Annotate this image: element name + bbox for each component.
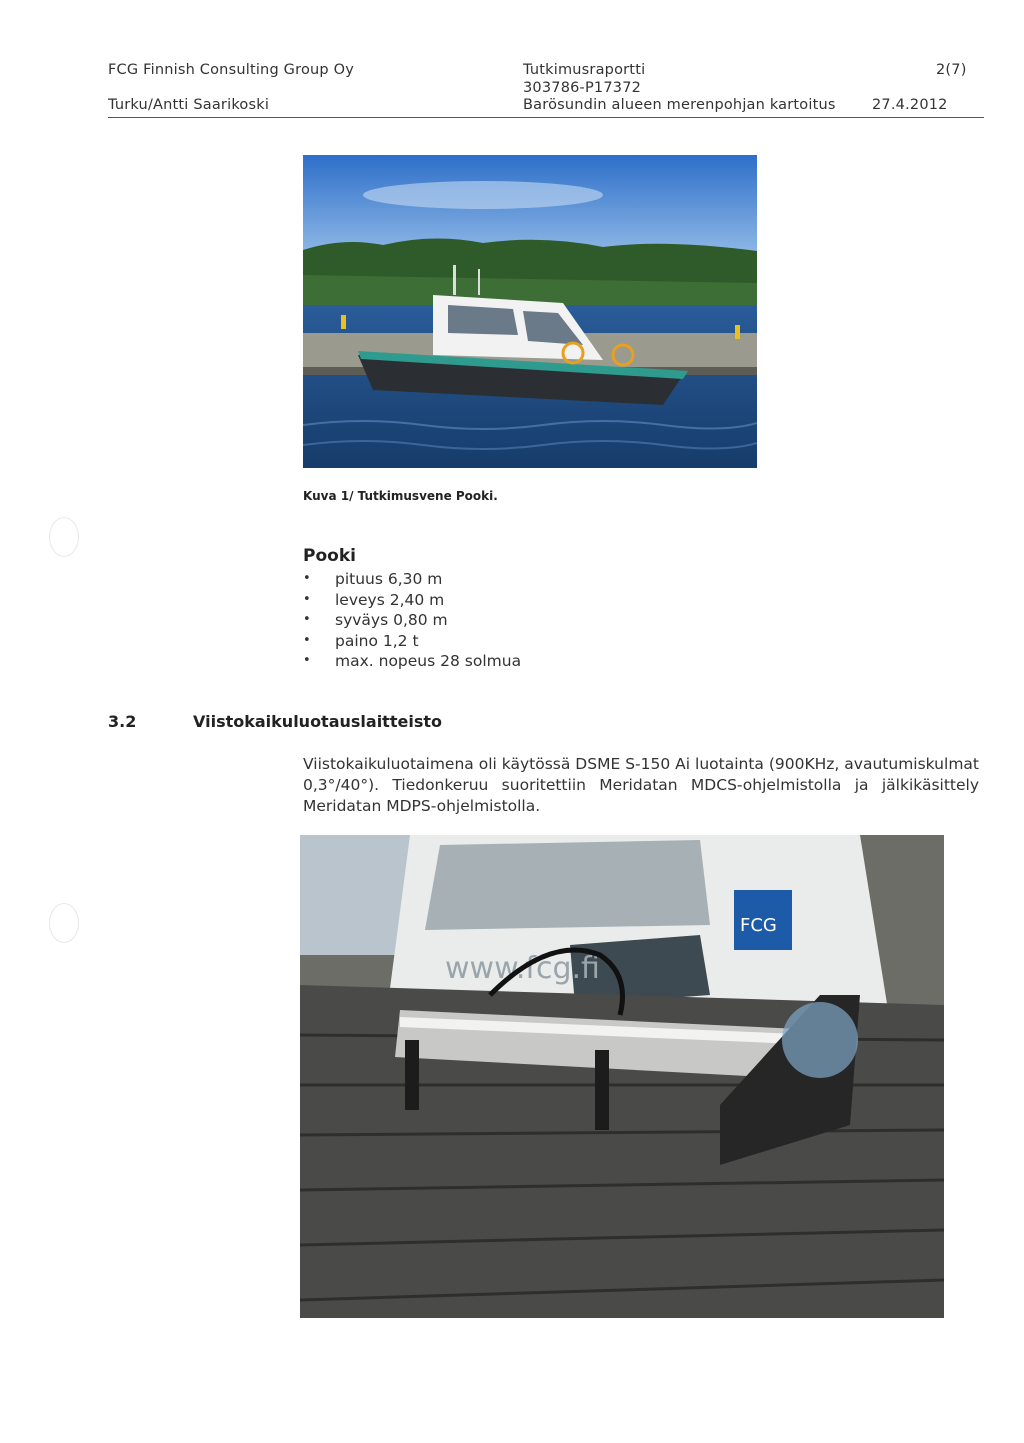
sonar-photo-illustration — [300, 835, 944, 1318]
header-page-number: 2(7) — [936, 62, 967, 78]
boat-spec-list — [303, 569, 521, 672]
cabin-window — [425, 840, 710, 930]
boat-antenna — [453, 265, 456, 295]
sonar-tail-label — [782, 1002, 858, 1078]
header-date: 27.4.2012 — [872, 97, 948, 113]
spec-item-max-speed: • max. nopeus 28 solmua — [303, 651, 521, 672]
spec-item-width: • leveys 2,40 m — [303, 590, 521, 611]
cloud — [363, 181, 603, 209]
header-rule — [108, 117, 984, 118]
fcg-logo-text: FCG — [740, 915, 777, 936]
spec-item-draft: • syväys 0,80 m — [303, 610, 521, 631]
window-url-text: www.fcg.fi — [445, 951, 600, 986]
boat-heading: Pooki — [303, 546, 356, 566]
header-company: FCG Finnish Consulting Group Oy — [108, 62, 355, 78]
spec-item-length: • pituus 6,30 m — [303, 569, 521, 590]
sonar-photo — [300, 835, 944, 1318]
pier-bollard — [341, 315, 346, 329]
header-location-author: Turku/Antti Saarikoski — [108, 97, 270, 113]
spec-item-weight: • paino 1,2 t — [303, 631, 521, 652]
section-number: 3.2 — [108, 712, 137, 731]
boat-photo-illustration — [303, 155, 757, 468]
scan-mark — [49, 903, 79, 943]
boat-antenna — [478, 269, 480, 295]
boat-photo — [303, 155, 757, 468]
section-title: Viistokaikuluotauslaitteisto — [193, 712, 442, 731]
figure1-caption: Kuva 1/ Tutkimusvene Pooki. — [303, 489, 498, 503]
header-report-title: Barösundin alueen merenpohjan kartoitus — [523, 97, 836, 113]
header-project-number: 303786-P17372 — [523, 80, 642, 96]
header-report-type: Tutkimusraportti — [523, 62, 646, 78]
sonar-stand-leg — [405, 1040, 419, 1110]
sonar-stand-leg — [595, 1050, 609, 1130]
scan-mark — [49, 517, 79, 557]
section-paragraph: Viistokaikuluotaimena oli käytössä DSME S-150 Ai luotainta (900KHz, avautumiskulmat 0,3°/40°). Tiedonkeruu suoritettiin Meridatan MDCS-ohjelmistolla ja jälkikäsittely Meridatan MDPS-ohjelmistolla. — [303, 755, 979, 815]
boat-window — [448, 305, 518, 335]
pier-bollard — [735, 325, 740, 339]
